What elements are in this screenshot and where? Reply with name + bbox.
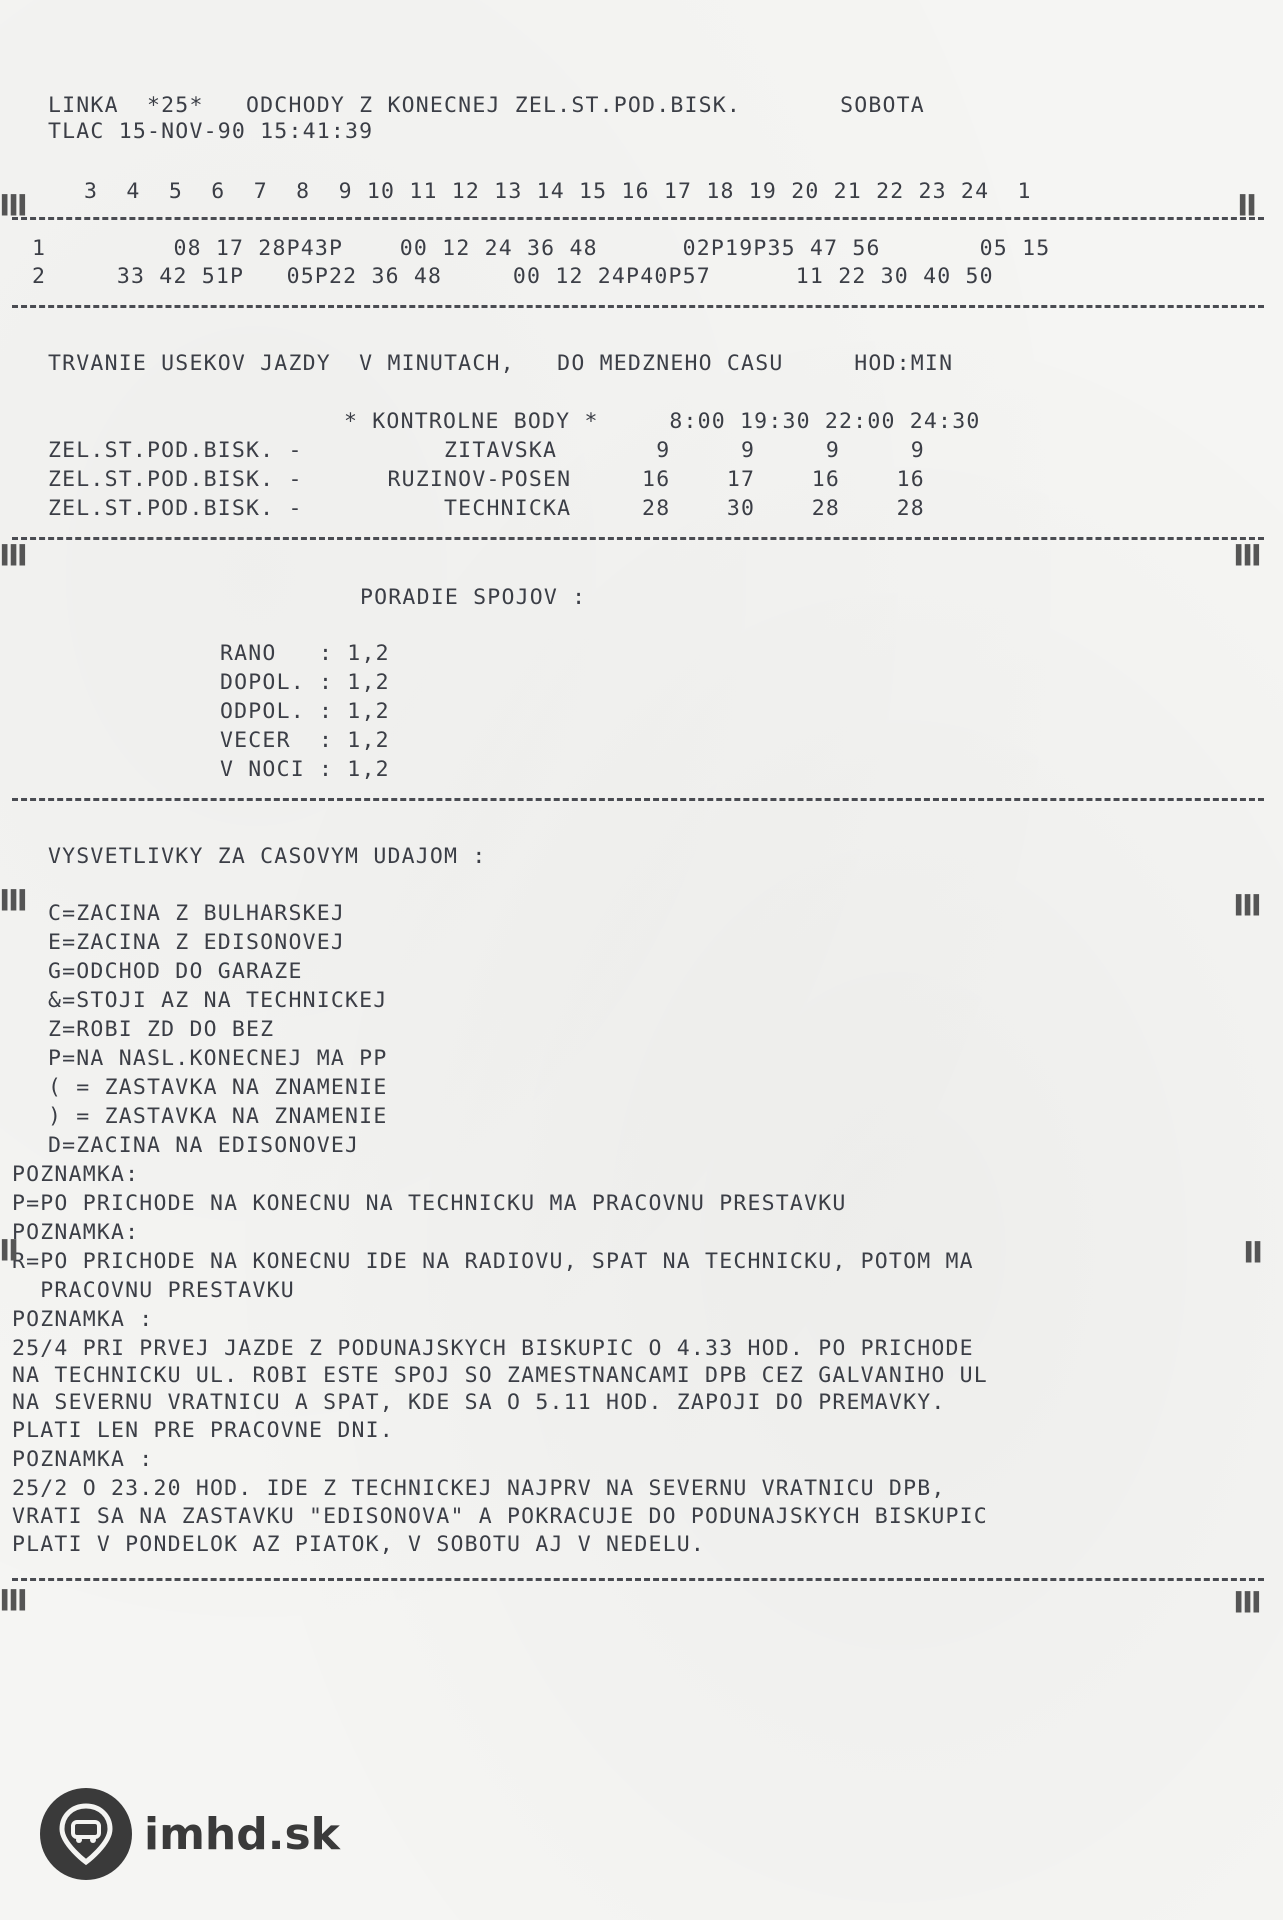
durations-heading: TRVANIE USEKOV JAZDY V MINUTACH, DO MEDZNEHO CASU HOD:MIN bbox=[48, 351, 954, 376]
legend-item: D=ZACINA NA EDISONOVEJ bbox=[48, 1133, 360, 1158]
duration-row: ZEL.ST.POD.BISK. - TECHNICKA 28 30 28 28 bbox=[48, 496, 925, 521]
note-line: PLATI V PONDELOK AZ PIATOK, V SOBOTU AJ V NEDELU. bbox=[12, 1532, 706, 1557]
order-row: V NOCI : 1,2 bbox=[220, 757, 390, 782]
order-row: RANO : 1,2 bbox=[220, 641, 390, 666]
note-line: POZNAMKA : bbox=[12, 1307, 154, 1332]
departures-row-1: 1 08 17 28P43P 00 12 24 36 48 02P19P35 47 56 05 15 bbox=[32, 236, 1051, 261]
header-title-line: LINKA *25* ODCHODY Z KONECNEJ ZEL.ST.POD.BISK. SOBOTA bbox=[48, 93, 925, 118]
divider-line bbox=[12, 305, 1264, 308]
control-points-header: * KONTROLNE BODY * 8:00 19:30 22:00 24:30 bbox=[344, 409, 981, 434]
perforation-mark: ▌▌ bbox=[1246, 1242, 1264, 1263]
perforation-mark: ▌▌▌ bbox=[2, 545, 29, 566]
imhd-brand-text: imhd.sk bbox=[144, 1808, 340, 1860]
divider-line bbox=[12, 217, 1264, 220]
legend-item: ) = ZASTAVKA NA ZNAMENIE bbox=[48, 1104, 388, 1129]
note-line: POZNAMKA : bbox=[12, 1447, 154, 1472]
header-print-date: TLAC 15-NOV-90 15:41:39 bbox=[48, 119, 374, 144]
legend-item: &=STOJI AZ NA TECHNICKEJ bbox=[48, 988, 388, 1013]
note-line: 25/4 PRI PRVEJ JAZDE Z PODUNAJSKYCH BISKUPIC O 4.33 HOD. PO PRICHODE bbox=[12, 1336, 974, 1361]
note-line: POZNAMKA: bbox=[12, 1162, 140, 1187]
note-line: NA SEVERNU VRATNICU A SPAT, KDE SA O 5.11 HOD. ZAPOJI DO PREMAVKY. bbox=[12, 1390, 946, 1415]
duration-row: ZEL.ST.POD.BISK. - ZITAVSKA 9 9 9 9 bbox=[48, 438, 925, 463]
order-row: DOPOL. : 1,2 bbox=[220, 670, 390, 695]
divider-line bbox=[12, 537, 1264, 540]
note-line: 25/2 O 23.20 HOD. IDE Z TECHNICKEJ NAJPRV NA SEVERNU VRATNICU DPB, bbox=[12, 1476, 946, 1501]
divider-line bbox=[12, 1578, 1264, 1581]
legend-item: P=NA NASL.KONECNEJ MA PP bbox=[48, 1046, 388, 1071]
divider-line bbox=[12, 798, 1264, 801]
note-line: NA TECHNICKU UL. ROBI ESTE SPOJ SO ZAMESTNANCAMI DPB CEZ GALVANIHO UL bbox=[12, 1363, 988, 1388]
perforation-mark: ▌▌▌ bbox=[2, 195, 29, 216]
legend-heading: VYSVETLIVKY ZA CASOVYM UDAJOM : bbox=[48, 844, 487, 869]
departures-row-2: 2 33 42 51P 05P22 36 48 00 12 24P40P57 11 22 30 40 50 bbox=[32, 264, 994, 289]
legend-item: G=ODCHOD DO GARAZE bbox=[48, 959, 303, 984]
perforation-mark: ▌▌ bbox=[1240, 195, 1258, 216]
note-line: R=PO PRICHODE NA KONECNU IDE NA RADIOVU, SPAT NA TECHNICKU, POTOM MA bbox=[12, 1249, 974, 1274]
note-line: PLATI LEN PRE PRACOVNE DNI. bbox=[12, 1418, 394, 1443]
legend-item: C=ZACINA Z BULHARSKEJ bbox=[48, 901, 346, 926]
imhd-logo bbox=[40, 1788, 340, 1880]
hours-row: 3 4 5 6 7 8 9 10 11 12 13 14 15 16 17 18 19 20 21 22 23 24 1 bbox=[84, 179, 1032, 204]
note-line: VRATI SA NA ZASTAVKU "EDISONOVA" A POKRACUJE DO PODUNAJSKYCH BISKUPIC bbox=[12, 1504, 988, 1529]
location-pin-bus-icon bbox=[40, 1788, 132, 1880]
order-row: ODPOL. : 1,2 bbox=[220, 699, 390, 724]
perforation-mark: ▌▌▌ bbox=[1236, 1592, 1263, 1613]
perforation-mark: ▌▌▌ bbox=[1236, 545, 1263, 566]
legend-item: Z=ROBI ZD DO BEZ bbox=[48, 1017, 275, 1042]
order-heading: PORADIE SPOJOV : bbox=[360, 585, 587, 610]
legend-item: ( = ZASTAVKA NA ZNAMENIE bbox=[48, 1075, 388, 1100]
perforation-mark: ▌▌ bbox=[2, 1240, 20, 1261]
perforation-mark: ▌▌▌ bbox=[2, 890, 29, 911]
perforation-mark: ▌▌▌ bbox=[2, 1590, 29, 1611]
note-line: POZNAMKA: bbox=[12, 1220, 140, 1245]
legend-item: E=ZACINA Z EDISONOVEJ bbox=[48, 930, 346, 955]
perforation-mark: ▌▌▌ bbox=[1236, 895, 1263, 916]
order-row: VECER : 1,2 bbox=[220, 728, 390, 753]
note-line: P=PO PRICHODE NA KONECNU NA TECHNICKU MA PRACOVNU PRESTAVKU bbox=[12, 1191, 847, 1216]
duration-row: ZEL.ST.POD.BISK. - RUZINOV-POSEN 16 17 16 16 bbox=[48, 467, 925, 492]
note-line: PRACOVNU PRESTAVKU bbox=[12, 1278, 295, 1303]
